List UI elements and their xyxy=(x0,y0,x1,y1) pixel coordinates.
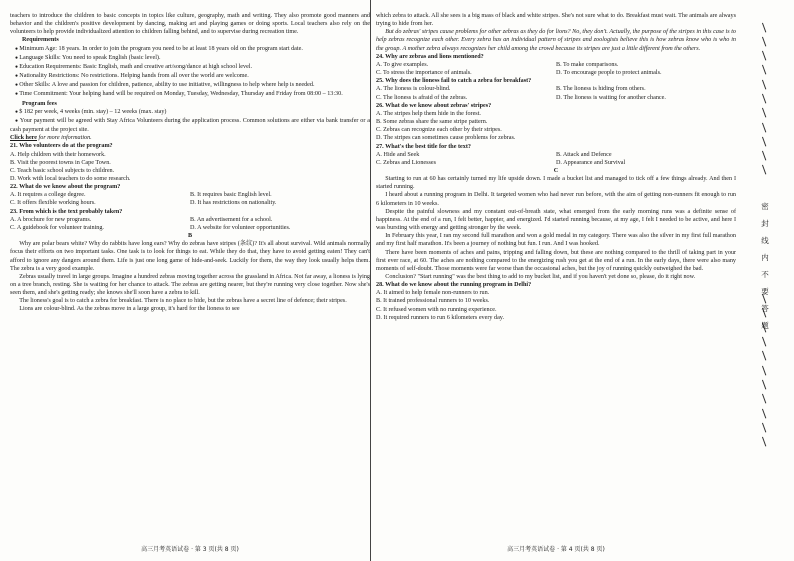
option: B. To make comparisons. xyxy=(556,61,619,68)
page-footer-right: 高三月考英语试卷 · 第 4 页(共 8 页) xyxy=(507,545,605,553)
seal-dash xyxy=(762,122,767,132)
option-row xyxy=(376,69,736,77)
passage-b-paragraph: But do zebras' stripes cause problems for other zebras as they do for lions? No, they don't. Actually, the purpose of the stripes in this case is to help zebras recognize each other. Every zebra has an individual pattern of stripes and zoologists believe this is how zebras know who is who in the group. A mother zebra always recognizes her child among the crowd because its stripes are just a little different from the others. xyxy=(376,29,736,52)
seal-dash xyxy=(762,380,767,390)
option: D. The stripes can sometimes cause problems for zebras. xyxy=(376,135,516,142)
requirement-item: ● Other Skills: A love and passion for children, patience, ability to use initiative, willingness to help where help is needed. xyxy=(10,81,370,90)
column-divider xyxy=(370,0,371,561)
seal-dash xyxy=(762,94,767,104)
requirement-item: ● Nationality Restrictions: No restrictions. Helping hands from all over the world are welcome. xyxy=(10,72,370,81)
option: C. The lioness is afraid of the zebras. xyxy=(376,94,468,101)
option-row xyxy=(10,199,370,207)
seal-dash xyxy=(762,351,767,361)
seal-dash xyxy=(762,51,767,61)
seal-dash xyxy=(762,151,767,161)
option: C. It offers flexible working hours. xyxy=(10,200,96,207)
page-right xyxy=(376,0,736,561)
option: D. A website for volunteer opportunities. xyxy=(190,224,291,231)
option: D. To encourage people to protect animals. xyxy=(556,70,662,77)
seal-dash xyxy=(762,137,767,147)
passage-c-paragraph: In February this year, I ran my second full marathon and won a gold medal in my category. There was also the silver in my first full marathon and my first half marathon. It's been a journey of nothing but fun. I run. And I was hooked. xyxy=(376,233,736,248)
requirement-item: ● Minimum Age: 18 years. In order to join the program you need to be at least 18 years old on the program start date. xyxy=(10,45,370,54)
question-21: 21. Who volunteers do at the program? xyxy=(10,143,113,150)
fees-item: ● Your payment will be agreed with Stay Africa Volunteers during the application process. Common solutions are either via bank transfer or a cash payment at the project site. xyxy=(10,117,370,134)
section-c-heading: C xyxy=(553,167,559,174)
option: A. The lioness is colour-blind. xyxy=(376,86,451,93)
option: A. To give examples. xyxy=(376,61,429,68)
requirement-item: ● Language Skills: You need to speak English (basic level). xyxy=(10,54,370,63)
option: D. The lioness is waiting for another chance. xyxy=(556,94,666,101)
left-column xyxy=(10,0,370,314)
option: C. Zebras and Lionesses xyxy=(376,159,437,166)
seal-dash xyxy=(762,365,767,375)
option-row xyxy=(376,85,736,93)
seal-dash xyxy=(762,437,767,447)
option: D. Work with local teachers to do some research. xyxy=(10,175,131,182)
binding-margin xyxy=(738,0,794,561)
option-row xyxy=(10,191,370,199)
option: A. It aimed to help female non-runners to run. xyxy=(376,290,490,297)
passage-b-paragraph: Zebras usually travel in large groups. Imagine a hundred zebras moving together across the grassland in Africa. Not far away, a lioness is lying on a tree branch, resting. She is waiting for her chance to attack. The zebras are getting nearer, but they're running very close together. Now she's seen them, and she's getting ready; she knows she'll soon have a zebra to kill. xyxy=(10,273,370,297)
passage-b-paragraph: The lioness's goal is to catch a zebra for breakfast. There is no place to hide, but the zebras have a secret line of defence; their stripes. xyxy=(19,298,347,305)
seal-line-notice: 密封线内不要答题 xyxy=(761,202,769,330)
passage-a-intro: teachers to introduce the children to basic concepts in topics like culture, geography, math and writing. They also promote good manners and behavior and the children's positive development by dancing, making art and playing games or doing sports. Local teachers also rely on the volunteers to help provide individualized attention to children falling behind, and to supervise during recreation time. xyxy=(10,13,370,36)
passage-c-paragraph: Despite the painful slowness and my constant out-of-breath state, what emerged from the early morning runs was a definite sense of happiness. At the end of a run, I felt better, happier, and energized. I'd started running because, at my age, I felt I needed to be active, and here I was bursting with energy and getting stronger by the week. xyxy=(376,208,736,232)
option: C. Teach basic school subjects to children. xyxy=(10,167,115,174)
fees-heading: Program fees xyxy=(22,100,57,107)
option: D. It required runners to run 6 kilometers every day. xyxy=(376,314,505,321)
requirements-heading: Requirements xyxy=(22,37,59,44)
passage-c-paragraph: Conclusion? "Start running" was the best thing to add to my bucket list, and if you haven't yet done so, please, do it right now. xyxy=(385,274,696,280)
option: B. An advertisement for a school. xyxy=(190,216,273,223)
option: A. Hide and Seek xyxy=(376,151,420,158)
seal-dash xyxy=(762,65,767,75)
seal-dash xyxy=(762,337,767,347)
more-info-line xyxy=(10,134,370,142)
seal-dash xyxy=(762,165,767,175)
option: B. It requires basic English level. xyxy=(190,192,272,199)
requirement-item: ● Time Commitment: Your helping hand will be required on Monday, Tuesday, Wednesday, Thursday and Friday from 08:00 – 13:30. xyxy=(10,90,370,99)
question-25: 25. Why does the lioness fail to catch a zebra for breakfast? xyxy=(376,78,532,85)
option: B. Attack and Defence xyxy=(556,151,612,158)
option-row xyxy=(376,94,736,102)
fees-item: ● $ 182 per week, 4 weeks (min. stay) – 12 weeks (max. stay) xyxy=(10,108,370,117)
option: A. It requires a college degree. xyxy=(10,192,86,199)
passage-b-continued: which zebra to attack. All she sees is a big mass of black and white stripes. She's not sure what to do. Breakfast must wait. The animals are always trying to hide from her. xyxy=(376,13,736,28)
seal-dash xyxy=(762,79,767,89)
section-b-heading: B xyxy=(187,233,193,240)
option: A. A brochure for new programs. xyxy=(10,216,92,223)
option: B. Visit the poorest towns in Cape Town. xyxy=(10,159,111,166)
seal-dash xyxy=(762,423,767,433)
option-row xyxy=(10,224,370,232)
question-26: 26. What do we know about zebras' stripes? xyxy=(376,102,492,109)
requirement-item: ● Education Requirements: Basic English, math and creative art/song/dance at high school level. xyxy=(10,63,370,72)
option: C. A guidebook for volunteer training. xyxy=(10,224,104,231)
passage-c-paragraph: Starting to run at 60 has certainly turned my life upside down. I made a bucket list and managed to tick off a few things already. And then I started running. xyxy=(376,176,736,191)
option: C. To stress the importance of animals. xyxy=(376,70,472,77)
passage-c-paragraph: There have been moments of aches and pains, tripping and falling down, but these are nothing compared to the thrill of taking part in your first ever race, at 60. The aches are nothing compared to the energizing rush you get at the end of a run. In the early days, there were also many moments of self-doubt. Those moments were far worse than the occasional aches, but the joy of running quickly outweighed the bad. xyxy=(376,249,736,272)
option: D. Appearance and Survival xyxy=(556,159,626,166)
option: B. Some zebras share the same stripe pattern. xyxy=(376,119,488,126)
question-24: 24. Why are zebras and lions mentioned? xyxy=(376,53,484,60)
seal-dash xyxy=(762,108,767,118)
option-row xyxy=(10,216,370,224)
page-footer-left: 高三月考英语试卷 · 第 3 页(共 8 页) xyxy=(141,545,239,553)
right-column xyxy=(376,0,736,322)
option-row xyxy=(376,151,736,159)
option: B. The lioness is hiding from others. xyxy=(556,86,646,93)
question-27: 27. What's the best title for the text? xyxy=(376,143,471,150)
option: C. Zebras can recognize each other by their stripes. xyxy=(376,127,502,134)
question-28: 28. What do we know about the running program in Delhi? xyxy=(376,282,532,289)
option: A. The stripes help them hide in the forest. xyxy=(376,110,481,117)
seal-dash xyxy=(762,22,767,32)
option-row xyxy=(376,159,736,167)
option-row xyxy=(376,61,736,69)
passage-b-paragraph: Lions are colour-blind. As the zebras move in a large group, it's hard for the lioness to see xyxy=(19,306,240,313)
page-left xyxy=(10,0,370,561)
option: D. It has restrictions on nationality. xyxy=(190,200,277,207)
seal-dash xyxy=(762,37,767,47)
question-22: 22. What do we know about the program? xyxy=(10,184,121,191)
click-here-link[interactable]: Click here xyxy=(10,135,38,142)
option: C. It refused women with no running experience. xyxy=(376,306,497,313)
more-info-text: for more information. xyxy=(37,135,92,142)
passage-b-paragraph: Why are polar bears white? Why do rabbits have long ears? Why do zebras have stripes (条纹)? It's all about survival. Wild animals normally focus their efforts on two important tasks. One task is to look for things to eat. While they do that, they have to avoid getting eaten! They can't afford to ignore any dangers around them. Life is just one long game of hide-and-seek. Luckily for them, the way they look usually helps them. The zebra is a very good example. xyxy=(10,241,370,272)
passage-c-paragraph: I heard about a running program in Delhi. It targeted women who had never run before, with the aim of getting non-runners fit enough to run 6 kilometers in 10 weeks. xyxy=(376,192,736,207)
seal-dash xyxy=(762,394,767,404)
option: A. Help children with their homework. xyxy=(10,151,106,158)
seal-dash xyxy=(762,408,767,418)
option: B. It trained professional runners to 10 weeks. xyxy=(376,298,490,305)
question-23: 23. From which is the text probably taken? xyxy=(10,208,123,215)
